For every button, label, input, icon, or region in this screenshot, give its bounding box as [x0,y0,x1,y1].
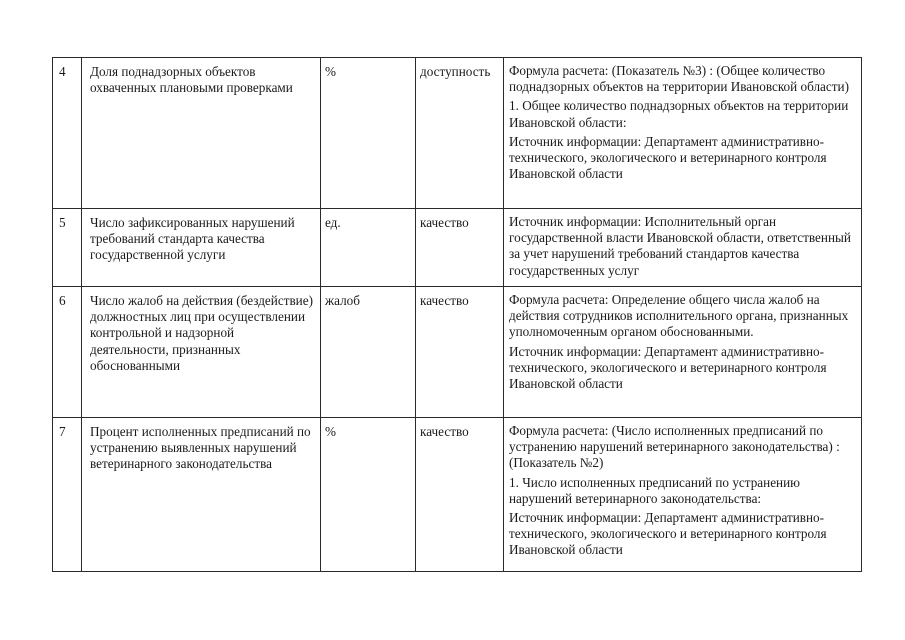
indicator-name: Число жалоб на действия (бездействие) должностных лиц при осуществлении контрольной и надзорной деятельности, признанных обоснованными [90,293,313,373]
description-paragraph: Формула расчета: Определение общего числа жалоб на действия сотрудников исполнительного органа, признанных уполномоченным органом обоснованными. [509,292,849,340]
row-number: 7 [59,424,66,439]
description-paragraph: 1. Число исполненных предписаний по устранению нарушений ветеринарного законодательства: [509,474,801,506]
indicator-type: качество [420,424,469,439]
indicator-type-cell [416,58,504,209]
unit-cell [321,58,416,209]
description-cell [504,287,862,418]
unit-cell [321,418,416,572]
unit-of-measure: ед. [325,215,341,230]
description-paragraph: 1. Общее количество поднадзорных объектов на территории Ивановской области: [509,98,849,130]
indicator-type: доступность [420,64,491,79]
description-cell [504,418,862,572]
description-paragraph: Источник информации: Департамент административно-технического, экологического и ветеринарного контроля Ивановской области [509,133,827,182]
table-row [53,287,862,418]
description-cell [504,58,862,209]
unit-of-measure: жалоб [325,293,360,308]
row-number: 4 [59,64,66,79]
row-number: 5 [59,215,66,230]
indicator-name-cell [82,287,321,418]
indicator-type-cell [416,287,504,418]
unit-of-measure: % [325,64,336,79]
row-number-cell [53,58,82,209]
description-paragraph: Источник информации: Департамент административно-технического, экологического и ветеринарного контроля Ивановской области [509,510,827,558]
row-number-cell [53,287,82,418]
row-number-cell [53,418,82,572]
indicator-name: Доля поднадзорных объектов охваченных плановыми проверками [90,64,293,96]
description-paragraph: Источник информации: Исполнительный орган государственной власти Ивановской области, ответственный за учет нарушений требований стандартов качества государственных услуг [509,214,851,278]
row-number: 6 [59,293,66,308]
indicators-table [52,57,862,572]
indicator-name-cell [82,58,321,209]
row-number-cell [53,209,82,287]
table-row [53,58,862,209]
description-cell [504,209,862,287]
indicator-name-cell [82,209,321,287]
indicator-type-cell [416,209,504,287]
description-paragraph: Формула расчета: (Число исполненных предписаний по устранению нарушений ветеринарного законодательства) : (Показатель №2) [509,423,840,471]
indicator-name: Число зафиксированных нарушений требований стандарта качества государственной услуги [90,215,295,263]
description-paragraph: Источник информации: Департамент административно-технического, экологического и ветеринарного контроля Ивановской области [509,343,827,392]
indicator-name-cell [82,418,321,572]
table-row [53,209,862,287]
indicator-type-cell [416,418,504,572]
indicator-type: качество [420,215,469,230]
description-paragraph: Формула расчета: (Показатель №3) : (Общее количество поднадзорных объектов на территории Ивановской области) [509,63,849,95]
table-row [53,418,862,572]
unit-cell [321,209,416,287]
indicator-type: качество [420,293,469,308]
indicator-name: Процент исполненных предписаний по устранению выявленных нарушений ветеринарного законодательства [90,424,311,472]
unit-cell [321,287,416,418]
unit-of-measure: % [325,424,336,439]
